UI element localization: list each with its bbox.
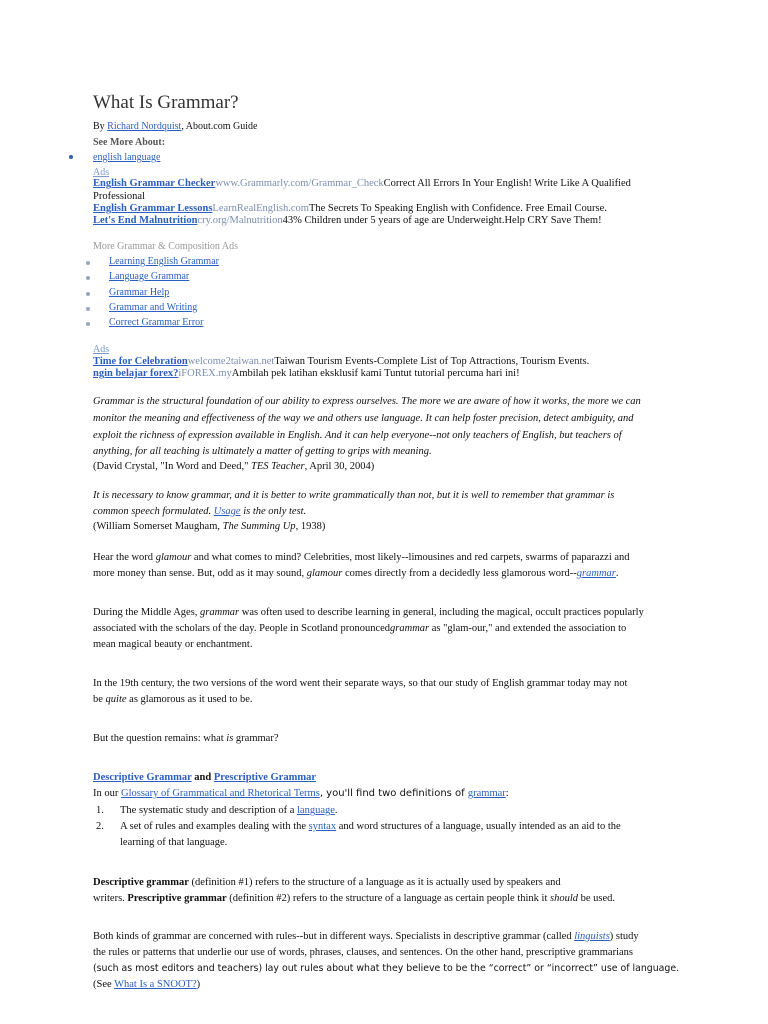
more-ads-link[interactable]: Learning English Grammar [109, 256, 219, 267]
byline [93, 119, 257, 135]
section-intro [93, 786, 509, 802]
text: In our [93, 788, 121, 799]
text: Both kinds of grammar are concerned with rules--but in different ways. Specialists in descriptive grammar (called [93, 931, 575, 942]
text: quite [105, 694, 127, 705]
more-ads-link[interactable]: Grammar and Writing [109, 302, 198, 313]
citation-text: (William Somerset Maugham, [93, 521, 223, 532]
quote-text: is the only test. [240, 506, 307, 517]
ad-title-link[interactable]: Let's End Malnutrition [93, 215, 198, 226]
ad-title-link[interactable]: English Grammar Lessons [93, 203, 213, 214]
grammar-link[interactable]: grammar [576, 568, 616, 579]
text: The systematic study and description of a [120, 805, 297, 816]
text: During the Middle Ages, [93, 607, 201, 618]
ad-text: 43% Children under 5 years of age are Underweight.Help CRY Save Them! [282, 215, 602, 226]
paragraph-line: In the 19th century, the two versions of the word went their separate ways, so that our study of English grammar today may not [93, 678, 628, 689]
text: and what comes to mind? Celebrities, most likely--limousines and red carpets, swarms of paparazzi and [191, 552, 630, 563]
ad-item [93, 176, 631, 192]
definition-item [120, 819, 621, 835]
text: as glamorous as it used to be. [126, 694, 253, 705]
more-ads-link[interactable]: Language Grammar [109, 271, 190, 282]
author-link[interactable]: Richard Nordquist [107, 121, 182, 132]
section-heading [93, 770, 316, 786]
quote-line: Grammar is the structural foundation of our ability to express ourselves. The more we are aware of how it works, the more we can [93, 396, 641, 407]
quote-citation [93, 459, 374, 475]
descriptive-grammar-link[interactable]: Descriptive Grammar [93, 772, 192, 783]
paragraph-line: (such as most editors and teachers) lay out rules about what they believe to be the “correct” or “incorrect” use of language. [93, 963, 680, 974]
paragraph-line [93, 875, 561, 891]
definition-item [120, 803, 338, 819]
paragraph-line [93, 605, 644, 621]
text: be used. [578, 893, 616, 904]
prescriptive-grammar-link[interactable]: Prescriptive Grammar [213, 772, 316, 783]
text: (definition #1) refers to the structure of a language as it is actually used by speakers and [188, 877, 561, 888]
text: is [226, 733, 234, 744]
paragraph-line: the rules or patterns that underlie our use of words, phrases, clauses, and sentences. On the other hand, prescriptive grammarians [93, 947, 633, 958]
usage-link[interactable]: Usage [213, 506, 241, 517]
paragraph-line [93, 891, 615, 907]
text: grammar? [233, 733, 279, 744]
language-link[interactable]: language [297, 805, 335, 816]
text: and [191, 772, 214, 783]
list-number: 1. [96, 805, 104, 816]
paragraph-line [93, 731, 278, 747]
bullet-icon [69, 155, 73, 159]
text: was often used to describe learning in general, including the magical, occult practices popularly [239, 607, 644, 618]
ads-label[interactable]: Ads [93, 344, 110, 355]
text: Hear the word [93, 552, 156, 563]
ad-item [93, 366, 520, 382]
linguists-link[interactable]: linguists [574, 931, 610, 942]
quote-line: exploit the richness of expression available in English. And it can help everyone--not only teachers of English, but teachers of [93, 430, 622, 441]
paragraph-line [93, 977, 200, 993]
text: : [505, 788, 509, 799]
ad-url[interactable]: iFOREX.my [178, 368, 232, 379]
byline-by: By [93, 121, 105, 132]
ad-url[interactable]: www.Grammarly.com/Grammar_Check [215, 178, 384, 189]
text: as "glam-our," and extended the association to [429, 623, 627, 634]
text: writers. [93, 893, 128, 904]
see-more-link[interactable]: english language [93, 152, 161, 163]
text: A set of rules and examples dealing with the [120, 821, 309, 832]
more-ads-link[interactable]: Correct Grammar Error [109, 317, 204, 328]
text: . [615, 568, 619, 579]
text: (definition #2) refers to the structure of a language as certain people think it [226, 893, 550, 904]
bullet-icon [86, 322, 90, 326]
glossary-link[interactable]: Glossary of Grammatical and Rhetorical Terms [121, 788, 320, 799]
paragraph-line: mean magical beauty or enchantment. [93, 639, 253, 650]
ad-url[interactable]: welcome2taiwan.net [187, 356, 275, 367]
text: ) [196, 979, 201, 990]
ad-url[interactable]: cry.org/Malnutrition [197, 215, 283, 226]
ad-title-link[interactable]: ngin belajar forex? [93, 368, 179, 379]
citation-text: (David Crystal, "In Word and Deed," [93, 461, 251, 472]
paragraph-line [93, 621, 626, 637]
grammar-link[interactable]: grammar [467, 788, 506, 799]
citation-source: The Summing Up [222, 521, 296, 532]
ad-title-link[interactable]: Time for Celebration [93, 356, 188, 367]
paragraph-line [93, 929, 639, 945]
text: grammar [200, 607, 240, 618]
text: ) study [609, 931, 639, 942]
text: be [93, 694, 106, 705]
quote-line: It is necessary to know grammar, and it is better to write grammatically than not, but it is well to remember that grammar is [93, 490, 615, 501]
ad-text: The Secrets To Speaking English with Confidence. Free Email Course. [308, 203, 607, 214]
text: grammar [390, 623, 430, 634]
citation-date: , 1938) [295, 521, 326, 532]
text: glamour [306, 568, 343, 579]
text: should [550, 893, 579, 904]
text: But the question remains: what [93, 733, 227, 744]
syntax-link[interactable]: syntax [308, 821, 337, 832]
snoot-link[interactable]: What Is a SNOOT? [114, 979, 197, 990]
text: associated with the scholars of the day. People in Scotland pronounced [93, 623, 391, 634]
text: and word structures of a language, usually intended as an aid to the [336, 821, 621, 832]
paragraph-line [93, 550, 630, 566]
ads-label[interactable]: Ads [93, 167, 110, 178]
bullet-icon [86, 292, 90, 296]
definition-item-cont: learning of that language. [120, 837, 228, 848]
ad-title-link[interactable]: English Grammar Checker [93, 178, 216, 189]
ad-text-cont: Professional [93, 191, 145, 202]
quote-line: monitor the meaning and effectiveness of the way we and others use language. It can help foster precision, detect ambiguity, and [93, 413, 634, 424]
bullet-icon [86, 307, 90, 311]
ad-text: Ambilah pek latihan eksklusif kami Tuntut tutorial percuma hari ini! [231, 368, 520, 379]
paragraph-line [93, 566, 619, 582]
byline-site: , About.com Guide [181, 121, 258, 132]
bullet-icon [86, 261, 90, 265]
see-more-heading: See More About: [93, 137, 166, 148]
bullet-icon [86, 276, 90, 280]
text: comes directly from a decidedly less glamorous word-- [342, 568, 577, 579]
quote-line [93, 504, 306, 520]
paragraph-line [93, 692, 253, 708]
text: Descriptive grammar [93, 877, 189, 888]
more-ads-link[interactable]: Grammar Help [109, 287, 170, 298]
text: , you'll find two definitions of [319, 788, 468, 799]
ad-url[interactable]: LearnRealEnglish.com [212, 203, 309, 214]
list-number: 2. [96, 821, 104, 832]
ad-text: Taiwan Tourism Events-Complete List of Top Attractions, Tourism Events. [274, 356, 590, 367]
citation-source: TES Teacher [251, 461, 305, 472]
quote-line: anything, for all teaching is ultimately a matter of getting to grips with meaning. [93, 446, 432, 457]
ad-item [93, 213, 602, 229]
ad-text: Correct All Errors In Your English! Write Like A Qualified [383, 178, 631, 189]
quote-text: common speech formulated. [93, 506, 214, 517]
quote-citation [93, 519, 325, 535]
citation-date: , April 30, 2004) [304, 461, 375, 472]
text: glamour [155, 552, 192, 563]
text: . [334, 805, 338, 816]
page-title: What Is Grammar? [93, 92, 239, 113]
text: more money than sense. But, odd as it may sound, [93, 568, 307, 579]
more-ads-heading: More Grammar & Composition Ads [93, 241, 238, 252]
text: (See [93, 979, 115, 990]
text: Prescriptive grammar [127, 893, 227, 904]
